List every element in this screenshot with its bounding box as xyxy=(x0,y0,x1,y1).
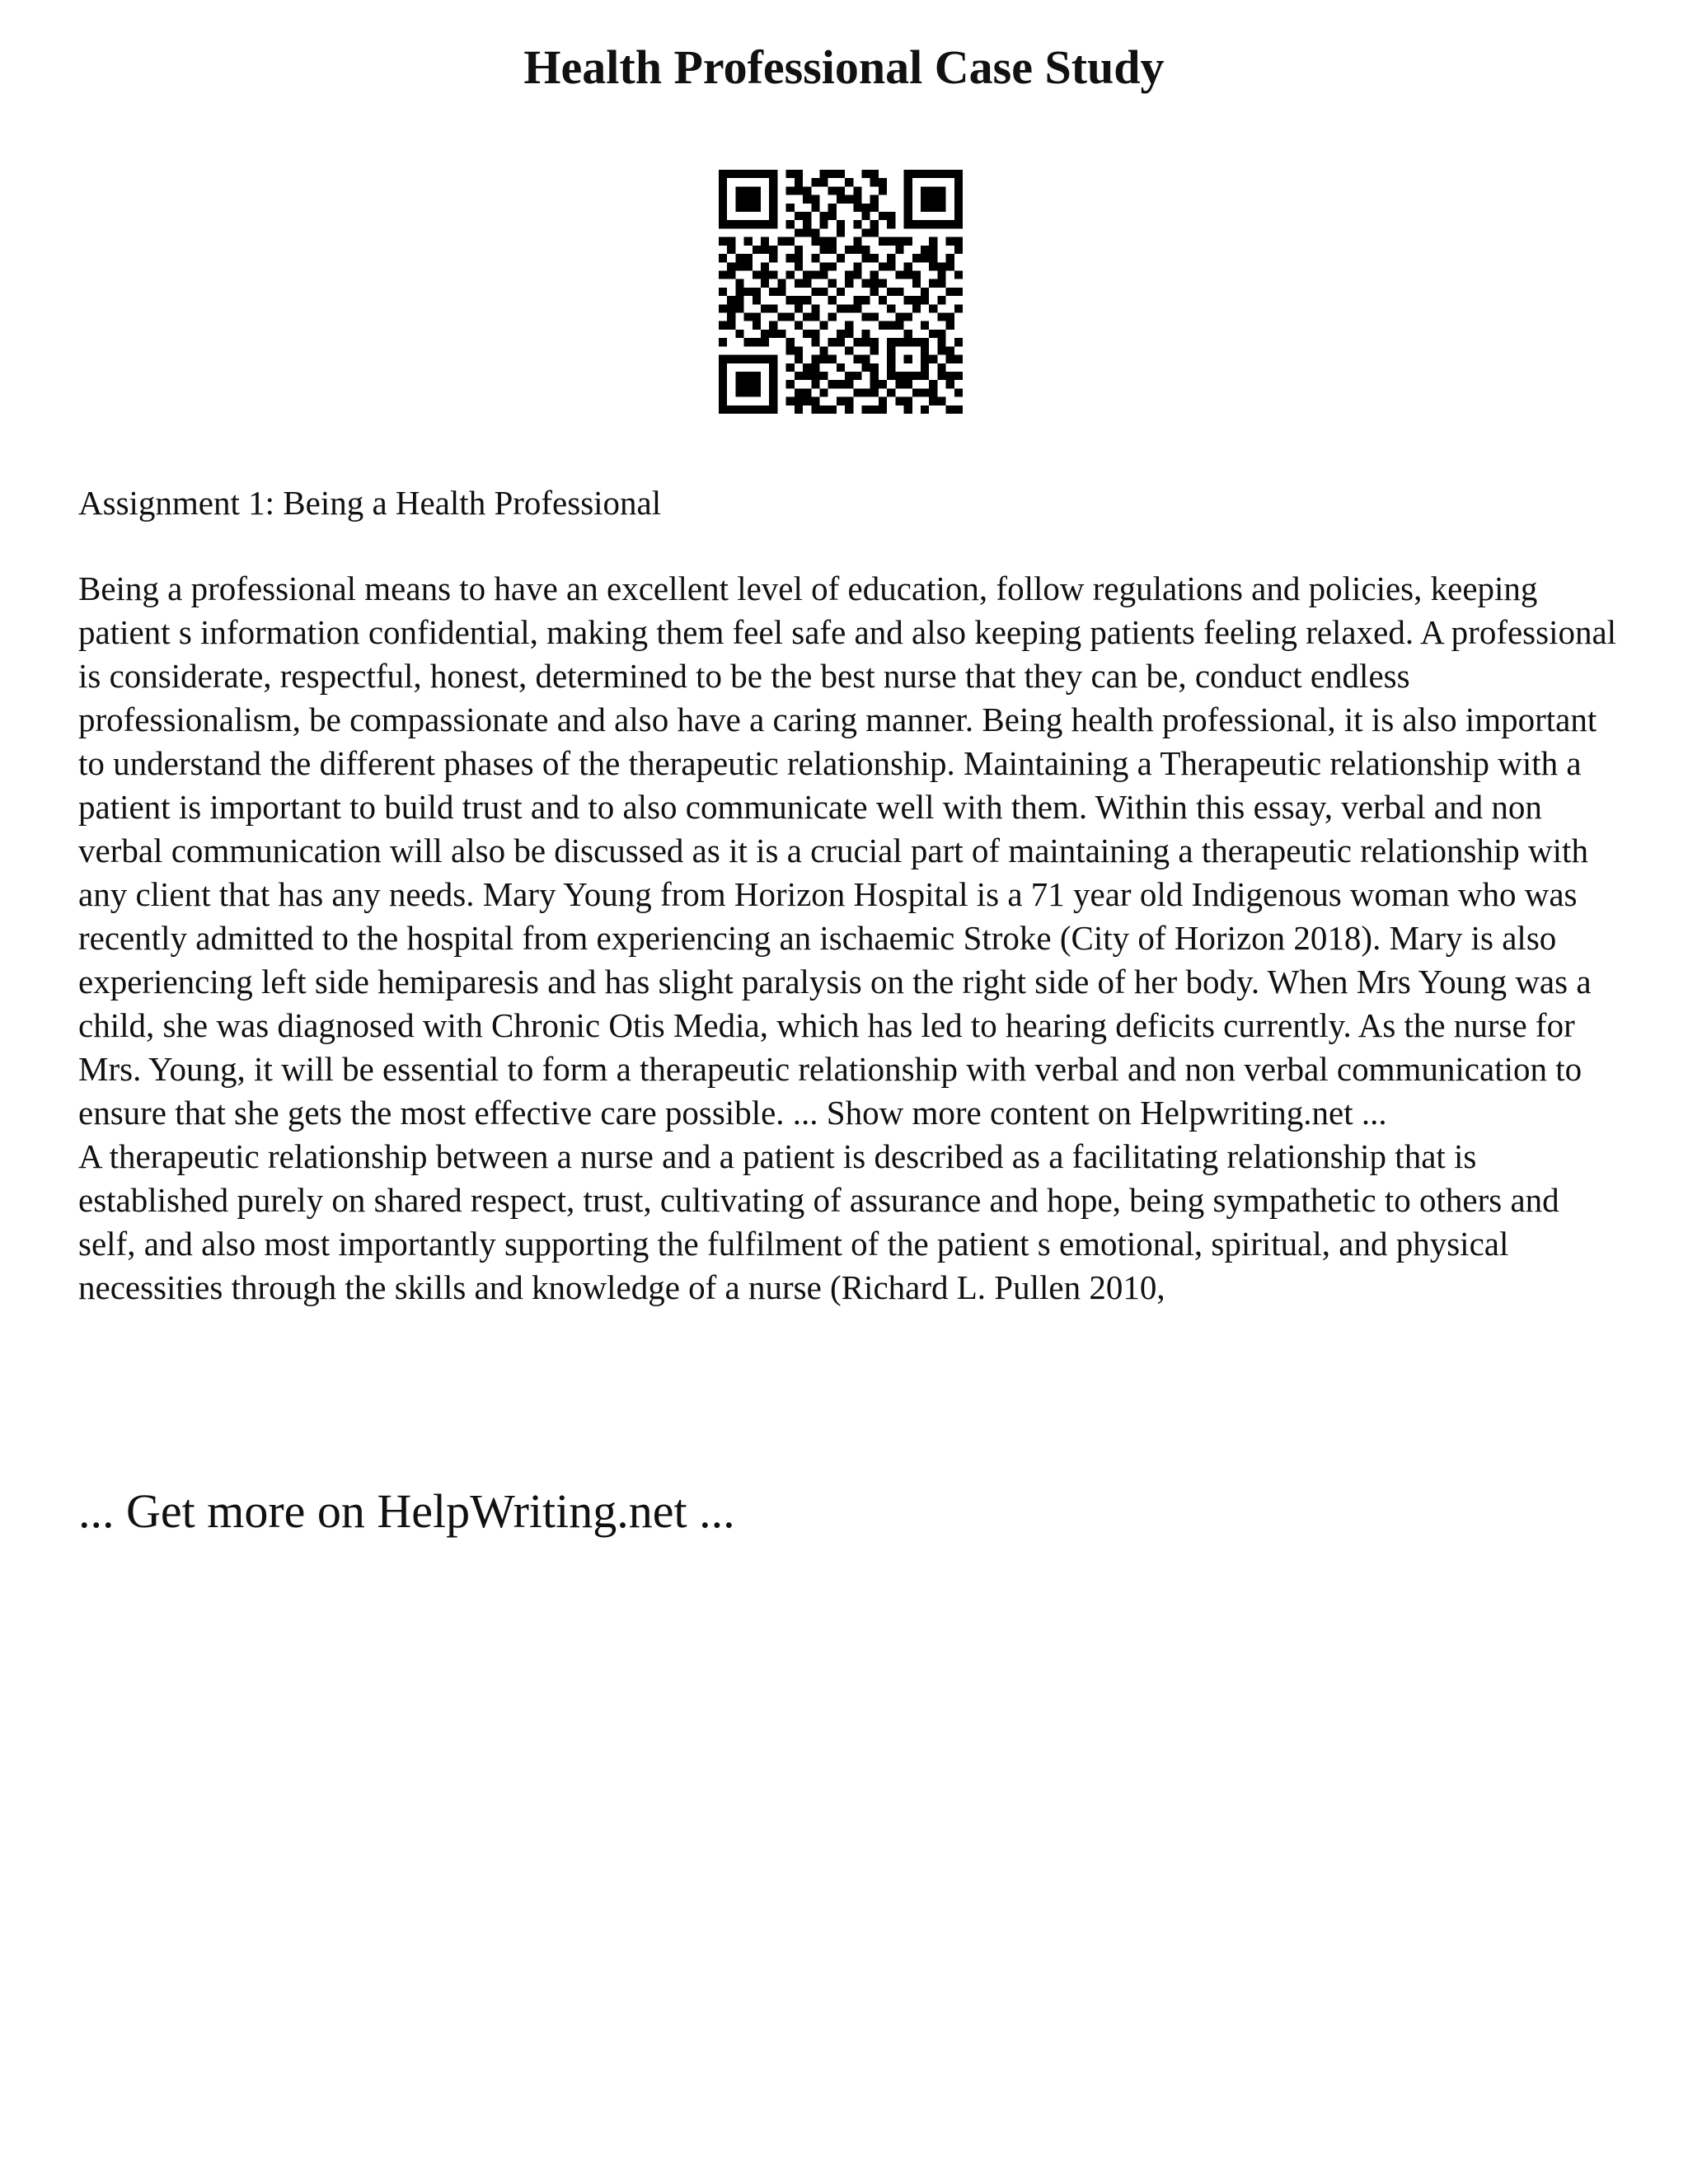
paragraph: Being a professional means to have an excellent level of education, follow regulations and policies, keeping patient s information confidential, making them feel safe and also keeping patients feeling relaxed. A professional is considerate, respectful, honest, determined to be the best nurse that they can be, conduct endless professionalism, be compassionate and also have a caring manner. Being health professional, it is also important to understand the different phases of the therapeutic relationship. Maintaining a Therapeutic relationship with a patient is important to build trust and to also communicate well with them. Within this essay, verbal and non verbal communication will also be discussed as it is a crucial part of maintaining a therapeutic relationship with any client that has any needs. Mary Young from Horizon Hospital is a 71 year old Indigenous woman who was recently admitted to the hospital from experiencing an ischaemic Stroke (City of Horizon 2018). Mary is also experiencing left side hemiparesis and has slight paralysis on the right side of her body. When Mrs Young was a child, she was diagnosed with Chronic Otis Media, which has led to hearing deficits currently. As the nurse for Mrs. Young, it will be essential to form a therapeutic relationship with verbal and non verbal communication to ensure that she gets the most effective care possible. ... Show more content on Helpwriting.net ... xyxy=(78,569,1617,1132)
assignment-heading: Assignment 1: Being a Health Professional xyxy=(78,484,662,522)
paragraph: A therapeutic relationship between a nurse and a patient is described as a facilitating relationship that is established purely on shared respect, trust, cultivating of assurance and hope, being sympathetic to others and self, and also most importantly supporting the fulfilment of the patient s emotional, spiritual, and physical necessities through the skills and knowledge of a nurse (Richard L. Pullen 2010, xyxy=(78,1137,1559,1306)
essay-body xyxy=(78,567,1620,1310)
page-title: Health Professional Case Study xyxy=(523,40,1165,94)
qr-code-icon xyxy=(719,170,963,414)
get-more-link[interactable]: ... Get more on HelpWriting.net ... xyxy=(78,1484,735,1538)
